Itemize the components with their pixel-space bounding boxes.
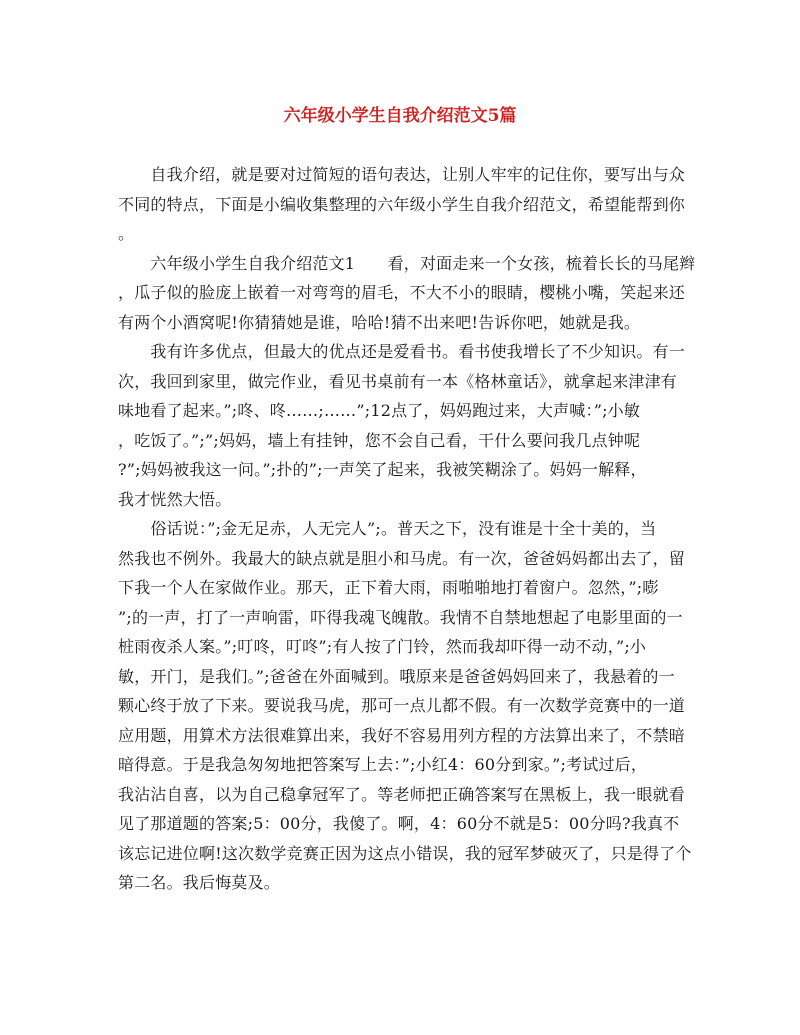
text-line: 自我介绍，就是要对过简短的语句表达，让别人牢牢的记住你，要写出与众 [118,165,686,184]
text-line: ?”;妈妈被我这一问。”;扑的”;一声笑了起来，我被笑糊涂了。妈妈一解释， [118,460,647,479]
text-line: 下我一个人在家做作业。那天，正下着大雨，雨啪啪地打着窗户。忽然，”;嘭 [118,578,659,597]
text-line: 见了那道题的答案;5：00分，我傻了。啊，4：60分不就是5：00分吗?我真不 [118,814,680,833]
text-line: ，吃饭了。”;”;妈妈，墙上有挂钟，您不会自己看，干什么要问我几点钟呢 [118,430,641,450]
document-title: 六年级小学生自我介绍范文5篇 [283,106,517,126]
text-line: 应用题，用算术方法很难算出来，我好不容易用列方程的方法算出来了，不禁暗 [118,725,686,745]
text-line: 次，我回到家里，做完作业，看见书桌前有一本《格林童话》，就拿起来津津有 [118,371,678,391]
text-line: 俗话说：”;金无足赤，人无完人”;。普天之下，没有谁是十全十美的，当 [118,519,657,538]
text-line: 六年级小学生自我介绍范文1 看，对面走来一个女孩，梳着长长的马尾辫 [118,253,696,273]
text-line: 。 [118,224,135,243]
text-line: 不同的特点，下面是小编收集整理的六年级小学生自我介绍范文，希望能帮到你 [118,194,686,214]
text-line: 我沾沾自喜，以为自己稳拿冠军了。等老师把正确答案写在黑板上，我一眼就看 [118,784,686,804]
document-body [118,160,696,898]
text-line: 敏，开门，是我们。”;爸爸在外面喊到。哦原来是爸爸妈妈回来了，我悬着的一 [118,666,675,686]
text-line: ，瓜子似的脸庞上嵌着一对弯弯的眉毛，不大不小的眼睛，樱桃小嘴，笑起来还 [118,283,686,302]
text-line: 该忘记进位啊!这次数学竞赛正因为这点小错误，我的冠军梦破灭了，只是得了个 [118,843,692,863]
text-line: 我有许多优点，但最大的优点还是爱看书。看书使我增长了不少知识。有一 [118,342,686,361]
text-line: 然我也不例外。我最大的缺点就是胆小和马虎。有一次，爸爸妈妈都出去了，留 [118,548,686,568]
text-line: ”;的一声，打了一声响雷，吓得我魂飞魄散。我情不自禁地想起了电影里面的一 [118,607,683,627]
text-line: 我才恍然大悟。 [118,489,232,509]
text-line: 桩雨夜杀人案。”;叮咚，叮咚”;有人按了门铃，然而我却吓得一动不动，”;小 [118,637,647,656]
text-line: 味地看了起来。”;咚、咚……;……”;12点了，妈妈跑过来，大声喊：”;小敏 [118,401,641,420]
text-line: 颗心终于放了下来。要说我马虎，那可一点儿都不假。有一次数学竞赛中的一道 [118,696,686,715]
text-line: 第二名。我后悔莫及。 [118,873,281,892]
text-line: 有两个小酒窝呢!你猜猜她是谁，哈哈!猜不出来吧!告诉你吧，她就是我。 [118,312,641,332]
text-line: 暗得意。于是我急匆匆地把答案写上去：”;小红4：60分到家。”;考试过后， [118,755,648,774]
